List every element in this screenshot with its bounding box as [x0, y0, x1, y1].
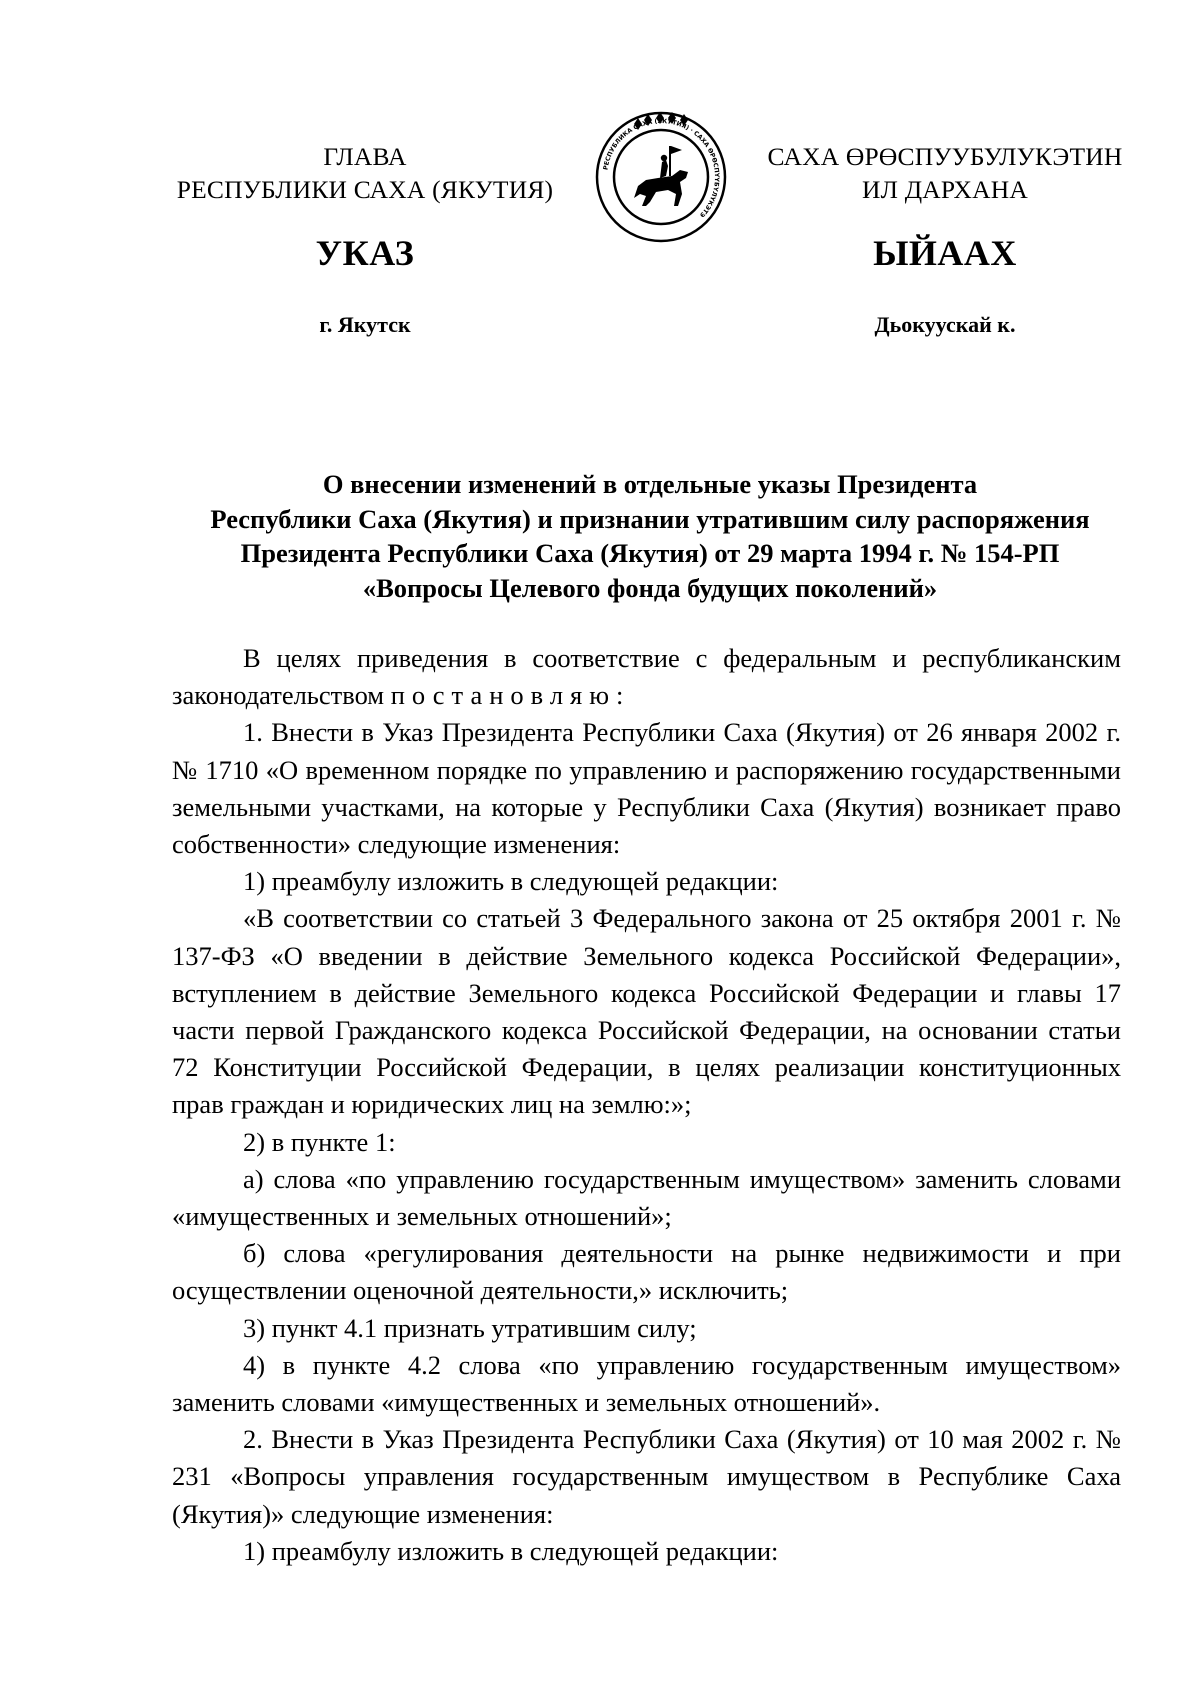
- document-title-line: «Вопросы Целевого фонда будущих поколений»: [362, 572, 938, 603]
- paragraph: 3) пункт 4.1 признать утратившим силу;: [243, 1312, 697, 1343]
- intro-decree-word: постановляю:: [390, 680, 631, 711]
- header-right: [745, 140, 1145, 206]
- header-left: [170, 140, 560, 206]
- document-title-line: О внесении изменений в отдельные указы Президента: [322, 469, 978, 499]
- paragraph: «В соответствии со статьей 3 Федерального закона от 25 октября 2001 г. № 137-ФЗ «О введении в действие Земельного кодекса Российской Федерации», вступлением в действие Земельного кодекса Российской Федерации и главы 17 части первой Гражданского кодекса Российской Федерации, на основании статьи 72 Конституции Российской Федерации, в целях реализации конституционных прав граждан и юридических лиц на землю:»;: [172, 903, 1121, 1120]
- paragraph: 2) в пункте 1:: [243, 1126, 396, 1157]
- header-left-line2: РЕСПУБЛИКИ САХА (ЯКУТИЯ): [176, 175, 554, 204]
- header-right-line2: ИЛ ДАРХАНА: [862, 175, 1028, 204]
- header-left-line1: ГЛАВА: [323, 142, 407, 171]
- emblem-ring-text: РЕСПУБЛИКА САХА (ЯКУТИЯ) · САХА ӨРӨСПҮҮБҮЛҮКЭТЭ: [602, 117, 721, 219]
- intro-paragraph: [172, 640, 1121, 714]
- header-right-line1: САХА ӨРӨСПУУБУЛУКЭТИН: [767, 142, 1123, 171]
- decree-title-ru: УКАЗ: [315, 233, 415, 273]
- paragraph: 4) в пункте 4.2 слова «по управлению государственным имуществом» заменить словами «имущественных и земельных отношений».: [172, 1349, 1121, 1418]
- paragraph: 1) преамбулу изложить в следующей редакции:: [243, 866, 779, 897]
- paragraph: 1) преамбулу изложить в следующей редакции:: [243, 1535, 779, 1566]
- paragraph: а) слова «по управлению государственным имуществом» заменить словами «имущественных и земельных отношений»;: [172, 1163, 1121, 1232]
- document-title-line: Президента Республики Саха (Якутия) от 29 марта 1994 г. № 154-РП: [240, 538, 1060, 568]
- city-ru: г. Якутск: [319, 312, 411, 337]
- document-title: [170, 467, 1130, 605]
- horseman-icon: [634, 146, 688, 206]
- coat-of-arms-emblem: [594, 110, 728, 244]
- document-body: [172, 640, 1121, 1570]
- paragraph: б) слова «регулирования деятельности на рынке недвижимости и при осуществлении оценочной деятельности,» исключить;: [172, 1238, 1121, 1306]
- decree-title-sakha: ЫЙААХ: [873, 233, 1017, 273]
- document-title-line: Республики Саха (Якутия) и признании утратившим силу распоряжения: [210, 503, 1090, 534]
- paragraph: 1. Внести в Указ Президента Республики Саха (Якутия) от 26 января 2002 г. № 1710 «О временном порядке по управлению и распоряжению государственными земельными участками, на которые у Республики Саха (Якутия) возникает право собственности» следующие изменения:: [172, 717, 1121, 860]
- intro-text: В целях приведения в соответствие с федеральным и республиканским законодательством: [172, 643, 1121, 711]
- paragraph: 2. Внести в Указ Президента Республики Саха (Якутия) от 10 мая 2002 г. № 231 «Вопросы управления государственным имуществом в Республике Саха (Якутия)» следующие изменения:: [172, 1424, 1121, 1529]
- city-sakha: Дьокуускай к.: [874, 312, 1016, 337]
